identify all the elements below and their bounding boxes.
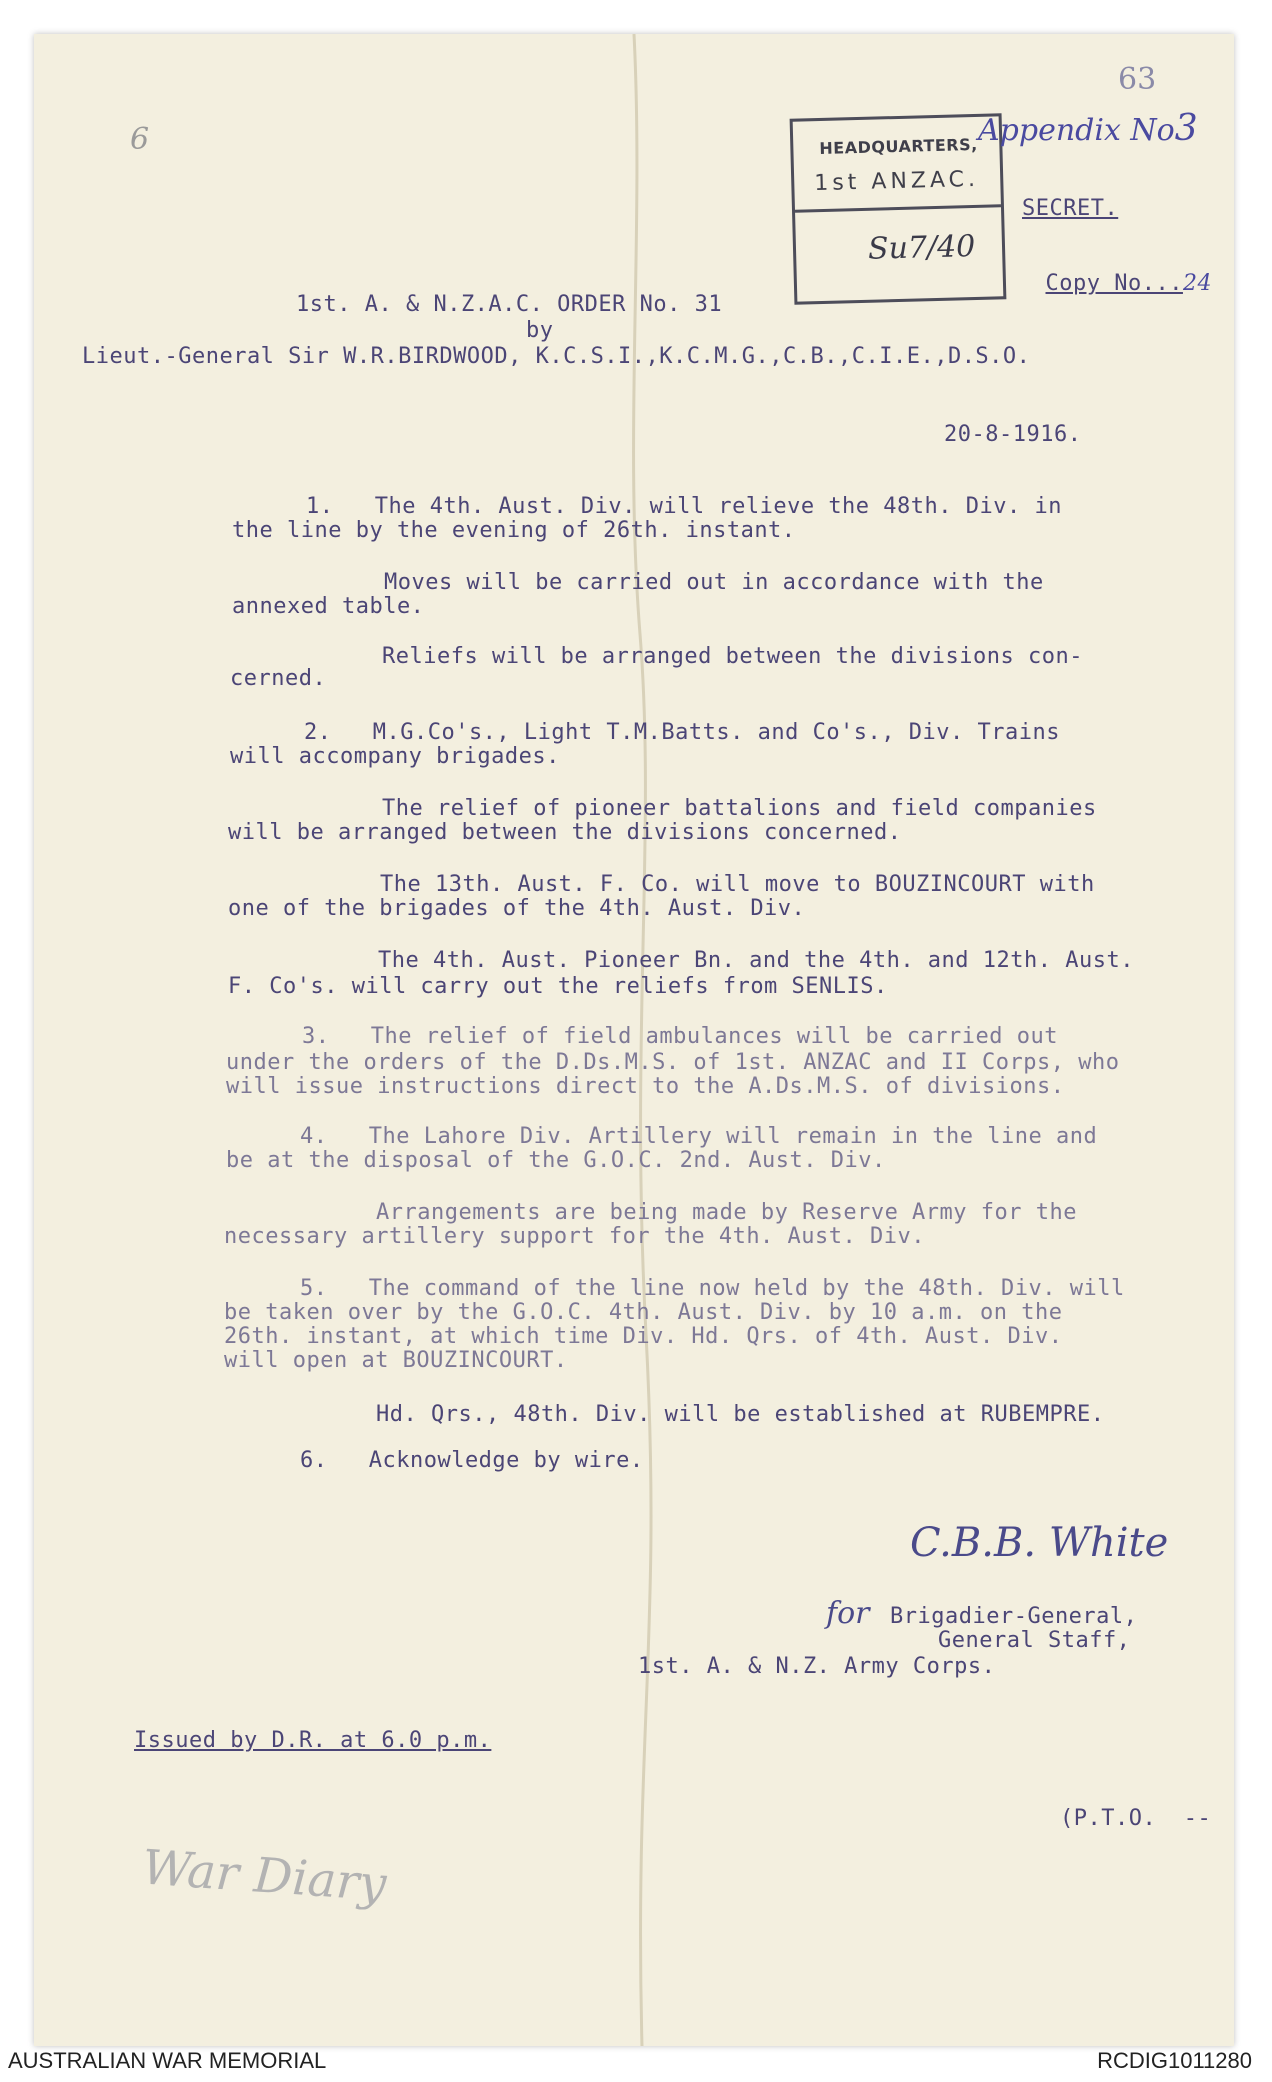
appendix-label — [978, 108, 1198, 149]
signature-corps: 1st. A. & N.Z. Army Corps. — [638, 1654, 996, 1679]
para-1-line2: the line by the evening of 26th. instant. — [232, 518, 796, 543]
secret-label: SECRET. — [1022, 196, 1119, 221]
order-by: by — [526, 318, 554, 343]
para-2b-line2: will be arranged between the divisions concerned. — [228, 820, 902, 845]
para-2c-line1: The 13th. Aust. F. Co. will move to BOUZINCOURT with — [380, 872, 1095, 897]
order-title: 1st. A. & N.Z.A.C. ORDER No. 31 — [296, 292, 723, 317]
pto-note: (P.T.O. -- — [1060, 1806, 1212, 1831]
para-5-line4: will open at BOUZINCOURT. — [224, 1348, 568, 1373]
para-1-line1: 1. The 4th. Aust. Div. will relieve the 48th. Div. in — [306, 494, 1062, 519]
para-1c-line1: Reliefs will be arranged between the divisions con- — [382, 644, 1084, 669]
order-author: Lieut.-General Sir W.R.BIRDWOOD, K.C.S.I.,K.C.M.G.,C.B.,C.I.E.,D.S.O. — [82, 344, 1031, 369]
para-5b-line1: Hd. Qrs., 48th. Div. will be established at RUBEMPRE. — [376, 1402, 1105, 1427]
para-4-line2: be at the disposal of the G.O.C. 2nd. Aust. Div. — [226, 1148, 886, 1173]
para-5-line1: 5. The command of the line now held by the 48th. Div. will — [300, 1276, 1125, 1301]
folio-number: 63 — [1118, 62, 1157, 97]
issued-note: Issued by D.R. at 6.0 p.m. — [134, 1728, 492, 1753]
signature-rank: Brigadier-General, — [890, 1604, 1138, 1629]
para-5-line2: be taken over by the G.O.C. 4th. Aust. Div. by 10 a.m. on the — [224, 1300, 1063, 1325]
stamp-line2: 1st ANZAC. — [813, 166, 980, 197]
para-2c-line2: one of the brigades of the 4th. Aust. Div. — [228, 896, 806, 921]
para-1c-line2: cerned. — [230, 666, 327, 691]
para-4b-line2: necessary artillery support for the 4th. Aust. Div. — [224, 1224, 926, 1249]
para-5-line3: 26th. instant, at which time Div. Hd. Qrs. of 4th. Aust. Div. — [224, 1324, 1063, 1349]
para-3-line2: under the orders of the D.Ds.M.S. of 1st. ANZAC and II Corps, who — [226, 1050, 1120, 1075]
para-3-line3: will issue instructions direct to the A.Ds.M.S. of divisions. — [226, 1074, 1065, 1099]
copy-number — [1018, 246, 1212, 296]
order-date: 20-8-1916. — [944, 422, 1082, 447]
para-4-line1: 4. The Lahore Div. Artillery will remain in the line and — [300, 1124, 1098, 1149]
para-1b-line2: annexed table. — [232, 594, 425, 619]
signature-for: for — [826, 1596, 870, 1631]
para-2d-line2: F. Co's. will carry out the reliefs from SENLIS. — [228, 974, 888, 999]
para-3-line1: 3. The relief of field ambulances will be carried out — [302, 1024, 1058, 1049]
appendix-text: Appendix No — [978, 113, 1175, 148]
signature-staff: General Staff, — [938, 1628, 1131, 1653]
para-2-line2: will accompany brigades. — [230, 744, 560, 769]
copy-number-value: 24 — [1182, 271, 1212, 296]
para-2b-line1: The relief of pioneer battalions and field companies — [382, 796, 1097, 821]
stamp-divider — [795, 204, 1001, 212]
footer-right: RCDIG1011280 — [1097, 2048, 1252, 2073]
stamp-line1: HEADQUARTERS, — [819, 134, 978, 159]
para-6-line1: 6. Acknowledge by wire. — [300, 1448, 644, 1473]
para-1b-line1: Moves will be carried out in accordance with the — [384, 570, 1044, 595]
stamp-number: Su7/40 — [867, 228, 976, 267]
footer-left: AUSTRALIAN WAR MEMORIAL — [8, 2048, 327, 2073]
handwritten-signature: C.B.B. White — [910, 1520, 1169, 1566]
pencil-mark: 6 — [130, 122, 150, 157]
para-4b-line1: Arrangements are being made by Reserve Army for the — [376, 1200, 1078, 1225]
copy-label: Copy No... — [1045, 271, 1183, 296]
pencil-note: War Diary — [140, 1839, 389, 1913]
para-2-line1: 2. M.G.Co's., Light T.M.Batts. and Co's., Div. Trains — [304, 720, 1060, 745]
headquarters-stamp — [790, 113, 1007, 304]
appendix-number: 3 — [1174, 108, 1198, 149]
para-2d-line1: The 4th. Aust. Pioneer Bn. and the 4th. and 12th. Aust. — [378, 948, 1134, 973]
